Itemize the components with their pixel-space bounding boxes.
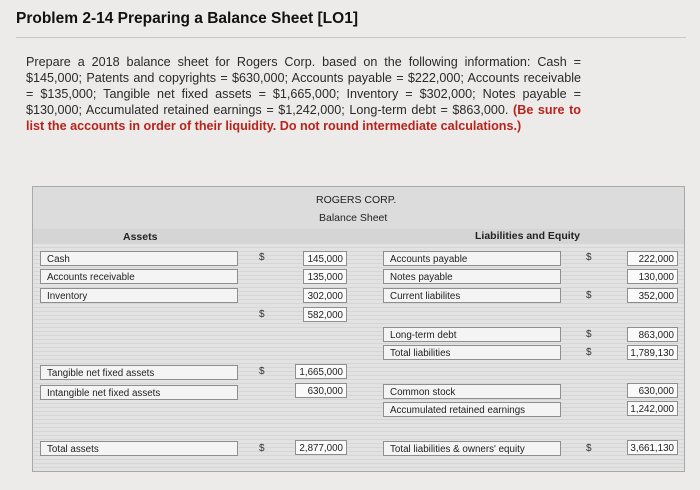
asset-value-intangible-fixed[interactable]: 630,000 [295,383,347,398]
asset-value-inventory[interactable]: 302,000 [303,288,347,303]
balance-sheet-form [32,186,685,472]
company-name: ROGERS CORP. [316,194,397,206]
asset-label-cash[interactable]: Cash [40,251,238,266]
problem-title: Problem 2-14 Preparing a Balance Sheet [LO1] [16,10,358,27]
equity-label-common-stock[interactable]: Common stock [383,384,561,399]
dollar-sign: $ [586,252,592,263]
asset-label-total[interactable]: Total assets [40,441,238,456]
liab-equity-label-total[interactable]: Total liabilities & owners' equity [383,441,561,456]
liab-label-total[interactable]: Total liabilities [383,345,561,360]
liab-value-long-term-debt[interactable]: 863,000 [627,327,678,342]
asset-value-cash[interactable]: 145,000 [303,251,347,266]
liab-label-current[interactable]: Current liabilites [383,288,561,303]
equity-value-retained-earnings[interactable]: 1,242,000 [627,401,678,416]
equity-value-common-stock[interactable]: 630,000 [627,383,678,398]
liab-value-notes-payable[interactable]: 130,000 [627,269,678,284]
asset-label-inventory[interactable]: Inventory [40,288,238,303]
dollar-sign: $ [586,290,592,301]
current-assets-total[interactable]: 582,000 [303,307,347,322]
dollar-sign: $ [259,443,265,454]
dollar-sign: $ [259,366,265,377]
title-divider [16,37,686,38]
dollar-sign: $ [586,329,592,340]
dollar-sign: $ [259,309,265,320]
asset-value-total[interactable]: 2,877,000 [295,440,347,455]
asset-value-accounts-receivable[interactable]: 135,000 [303,269,347,284]
liab-label-notes-payable[interactable]: Notes payable [383,269,561,284]
liab-label-accounts-payable[interactable]: Accounts payable [383,251,561,266]
prompt-text: Prepare a 2018 balance sheet for Rogers Corp. based on the following information: Cash = $145,000; Patents and copyrights = $630,000; Accounts payable = $222,000; Accounts receivable = $135,000; Tangible net fixed assets = $1,665,000; Inventory = $302,000; Notes payable = $130,000; Accumulated retained earnings = $1,242,000; Long-term debt = $863,000. [26,55,581,117]
liab-equity-value-total[interactable]: 3,661,130 [627,440,678,455]
dollar-sign: $ [586,443,592,454]
problem-prompt [26,54,581,134]
prompt-instruction: (Be sure to list the accounts in order of their liquidity. Do not round intermediate calculations.) [26,103,581,133]
sheet-subtitle: Balance Sheet [319,212,388,224]
liabilities-equity-header: Liabilities and Equity [475,230,581,242]
asset-label-tangible-fixed[interactable]: Tangible net fixed assets [40,365,238,380]
liab-value-total[interactable]: 1,789,130 [627,345,678,360]
asset-label-accounts-receivable[interactable]: Accounts receivable [40,269,238,284]
liab-label-long-term-debt[interactable]: Long-term debt [383,327,561,342]
liab-value-current[interactable]: 352,000 [627,288,678,303]
asset-value-tangible-fixed[interactable]: 1,665,000 [295,364,347,379]
assets-header: Assets [123,231,158,243]
equity-label-retained-earnings[interactable]: Accumulated retained earnings [383,402,561,417]
dollar-sign: $ [259,252,265,263]
asset-label-intangible-fixed[interactable]: Intangible net fixed assets [40,385,238,400]
dollar-sign: $ [586,347,592,358]
liab-value-accounts-payable[interactable]: 222,000 [627,251,678,266]
